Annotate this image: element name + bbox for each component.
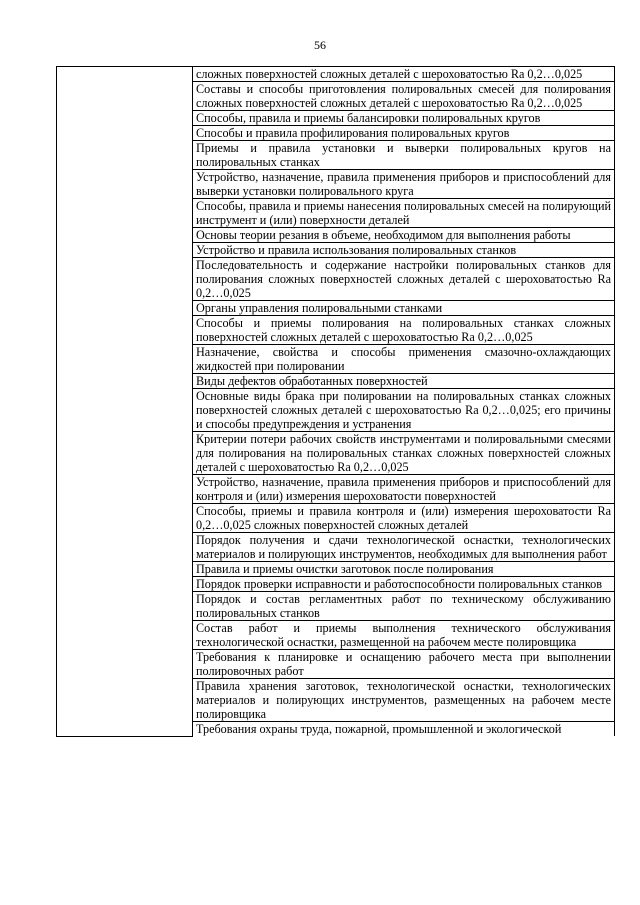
page-number: 56 bbox=[314, 38, 326, 52]
knowledge-item: Способы, приемы и правила контроля и (или) измерения шероховатости Ra 0,2…0,025 сложных поверхностей сложных деталей bbox=[193, 504, 615, 533]
knowledge-item: Способы, правила и приемы балансировки полировальных кругов bbox=[193, 111, 615, 126]
knowledge-item: Порядок проверки исправности и работоспособности полировальных станков bbox=[193, 577, 615, 592]
table-body bbox=[57, 67, 615, 737]
knowledge-item: Правила хранения заготовок, технологической оснастки, технологических материалов и полирующих инструментов, размещенных на рабочем месте полировщика bbox=[193, 679, 615, 722]
table-row bbox=[57, 67, 615, 82]
knowledge-item: Устройство, назначение, правила применения приборов и приспособлений для контроля и (или) измерения шероховатости поверхностей bbox=[193, 475, 615, 504]
knowledge-item: Основные виды брака при полировании на полировальных станках сложных поверхностей сложных деталей с шероховатостью Ra 0,2…0,025; его причины и способы предупреждения и устранения bbox=[193, 389, 615, 432]
knowledge-item: Назначение, свойства и способы применения смазочно-охлаждающих жидкостей при полировании bbox=[193, 345, 615, 374]
knowledge-item: Состав работ и приемы выполнения технического обслуживания технологической оснастки, размещенной на рабочем месте полировщика bbox=[193, 621, 615, 650]
knowledge-item: Органы управления полировальными станками bbox=[193, 301, 615, 316]
knowledge-item: Требования охраны труда, пожарной, промышленной и экологической bbox=[193, 722, 615, 737]
knowledge-item: Требования к планировке и оснащению рабочего места при выполнении полировочных работ bbox=[193, 650, 615, 679]
knowledge-item: Способы и приемы полирования на полировальных станках сложных поверхностей сложных деталей с шероховатостью Ra 0,2…0,025 bbox=[193, 316, 615, 345]
knowledge-item: Порядок и состав регламентных работ по техническому обслуживанию полировальных станков bbox=[193, 592, 615, 621]
knowledge-item: Виды дефектов обработанных поверхностей bbox=[193, 374, 615, 389]
knowledge-item: Порядок получения и сдачи технологической оснастки, технологических материалов и полирующих инструментов, необходимых для выполнения работ bbox=[193, 533, 615, 562]
knowledge-item: Критерии потери рабочих свойств инструментами и полировальными смесями для полирования на полировальных станках сложных поверхностей сложных деталей с шероховатостью Ra 0,2…0,025 bbox=[193, 432, 615, 475]
knowledge-item: Правила и приемы очистки заготовок после полирования bbox=[193, 562, 615, 577]
knowledge-item: Способы и правила профилирования полировальных кругов bbox=[193, 126, 615, 141]
knowledge-item: Основы теории резания в объеме, необходимом для выполнения работы bbox=[193, 228, 615, 243]
knowledge-item: Составы и способы приготовления полировальных смесей для полирования сложных поверхностей сложных деталей с шероховатостью Ra 0,2…0,025 bbox=[193, 82, 615, 111]
knowledge-item: Устройство, назначение, правила применения приборов и приспособлений для выверки установки полировального круга bbox=[193, 170, 615, 199]
knowledge-item: Способы, правила и приемы нанесения полировальных смесей на полирующий инструмент и (или) поверхности деталей bbox=[193, 199, 615, 228]
label-cell bbox=[57, 67, 193, 737]
knowledge-item: Приемы и правила установки и выверки полировальных кругов на полировальных станках bbox=[193, 141, 615, 170]
knowledge-item: сложных поверхностей сложных деталей с шероховатостью Ra 0,2…0,025 bbox=[193, 67, 615, 82]
knowledge-table bbox=[56, 66, 615, 737]
knowledge-item: Устройство и правила использования полировальных станков bbox=[193, 243, 615, 258]
knowledge-item: Последовательность и содержание настройки полировальных станков для полирования сложных поверхностей сложных деталей с шероховатостью Ra 0,2…0,025 bbox=[193, 258, 615, 301]
